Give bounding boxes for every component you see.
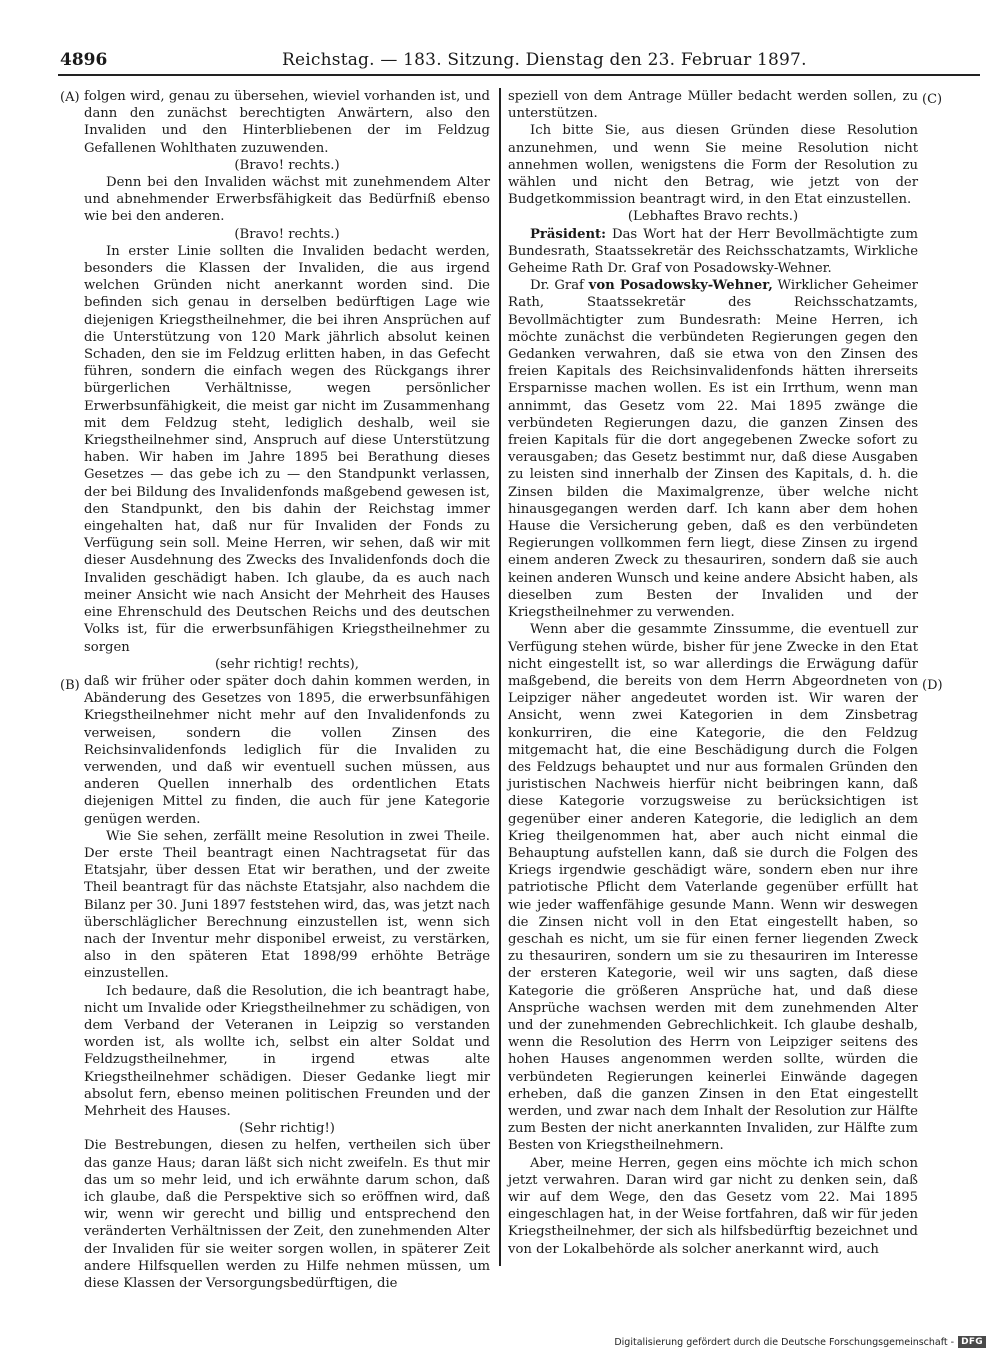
margin-marker-c: (C) — [922, 92, 943, 107]
paragraph: Ich bedaure, daß die Resolution, die ich beantragt habe, nicht um Invalide oder Kriegstheilnehmer zu schädigen, von dem Verband der Veteranen in Leipzig so verstanden worden ist, als wollte ich, selbst ein alter Soldat und Feldzugstheilnehmer, in irgend etwas alte Kriegstheilnehmer schädigen. Dieser Gedanke liegt mir absolut fern, ebenso meinen politischen Freunden und der Mehrheit des Hauses. — [84, 983, 490, 1119]
speech-paragraph — [508, 226, 918, 278]
margin-marker-d: (D) — [922, 678, 943, 693]
interjection: (sehr richtig! rechts), — [215, 656, 359, 672]
left-column — [84, 88, 490, 1292]
page-header — [60, 50, 978, 74]
speaker-title: Dr. Graf — [530, 278, 589, 294]
paragraph: Aber, meine Herren, gegen eins möchte ich mich schon jetzt verwahren. Daran wird gar nicht zu denken sein, daß wir auf dem Wege, den das Gesetz vom 22. Mai 1895 eingeschlagen hat, in der Weise fortfahren, daß wir für jeden Kriegstheilnehmer, der sich als hilfsbedürftig bezeichnet und von der Lokalbehörde als solcher anerkannt wird, auch — [508, 1155, 919, 1257]
paragraph: Wie Sie sehen, zerfällt meine Resolution in zwei Theile. Der erste Theil beantragt einen Nachtragsetat für das Etatsjahr, über dessen Etat wir berathen, und der zweite Theil beantragt für das nächste Etatsjahr, also nachdem die Bilanz per 30. Juni 1897 feststehen wird, das, was jetzt nach überschläglicher Berechnung einzustellen ist, wenn sich nach der Inventur mehr disponibel erweist, zu verstärken, also in den späteren Etat 1898/99 erhöhte Beträge einzustellen. — [84, 828, 490, 982]
header-rule — [58, 74, 980, 76]
paragraph: folgen wird, genau zu übersehen, wieviel vorhanden ist, und dann den zunächst berechtigten Anwärtern, also den Invaliden und den Hinterbliebenen der im Feldzug Gefallenen Wohlthaten zuzuwenden. — [84, 89, 490, 156]
paragraph: daß wir früher oder später doch dahin kommen werden, in Abänderung des Gesetzes von 1895, die erwerbsunfähigen Kriegstheilnehmer nicht mehr auf den Invalidenfonds zu verweisen, sondern die vollen Zinsen des Reichsinvalidenfonds lediglich für die Invaliden zu verwenden, und daß wir eventuell suchen müssen, aus anderen Quellen innerhalb des ordentlichen Etats diejenigen Mittel zu finden, die auch für jene Kategorie genügen werden. — [84, 673, 490, 827]
interjection: (Sehr richtig!) — [239, 1121, 335, 1137]
paragraph: Wenn aber die gesammte Zinssumme, die eventuell zur Verfügung stehen würde, bisher für jene Zwecke in den Etat nicht eingestellt ist, so war allerdings die Erwägung dafür maßgebend, die bereits von dem Herrn Abgeordneten von Leipziger näher angedeutet worden ist. Wir waren der Ansicht, wenn zwei Kategorien in dem Zinsbetrag konkurriren, die eine Kategorie, die den Feldzug mitgemacht hat, die eine Beschädigung durch die Folgen des Feldzugs behauptet und nur aus formalen Gründen den juristischen Nachweis hierfür nicht beibringen kann, daß diese Kategorie vorzugsweise zu berücksichtigen ist gegenüber einer anderen Kategorie, die lediglich an dem Krieg theilgenommen hat, aber auch nicht einmal die Behauptung aufstellen kann, daß sie durch die Folgen des Kriegs irgendwie geschädigt wäre, sondern eben nur ihre patriotische Pflicht dem Vaterlande gegenüber erfüllt hat wie jeder waffenfähige gesunde Mann. Wenn wir deswegen die Zinsen nicht voll in den Etat eingestellt haben, so geschah es nicht, um sie für einen ferner liegenden Zweck zu thesauriren, sondern um sie zu thesauriren im Interesse der ersteren Kategorie, weil wir uns sagten, daß diese Kategorie die größeren Ansprüche hat, und daß diese Ansprüche wachsen werden mit dem zunehmenden Alter und der zunehmenden Gebrechlichkeit. Ich glaube deshalb, wenn die Resolution des Herrn von Leipziger seitens des hohen Hauses angenommen werden sollte, würden die verbündeten Regierungen keinerlei Einwände dagegen erheben, daß die ganzen Zinsen in den Etat eingestellt werden, und zwar nach dem Inhalt der Resolution zur Hälfte zum Besten der nicht anerkannten Invaliden, zur Hälfte zum Besten von Kriegstheilnehmern. — [508, 622, 918, 1154]
paragraph-text: Das Wort hat der Herr Bevollmächtigte zum Bundesrath, Staatssekretär des Reichsschatzamts, Wirkliche Geheime Rath Dr. Graf von Posadowsky-Wehner. — [508, 226, 918, 277]
margin-marker-a: (A) — [60, 90, 80, 105]
interjection: (Bravo! rechts.) — [234, 157, 340, 173]
running-head: Reichstag. — 183. Sitzung. Dienstag den 23. Februar 1897. — [282, 50, 807, 70]
dfg-logo-icon: DFG — [958, 1336, 986, 1348]
margin-marker-b: (B) — [60, 678, 80, 693]
speech-paragraph — [508, 277, 918, 621]
paragraph: In erster Linie sollten die Invaliden bedacht werden, besonders die Klassen der Invaliden, die aus irgend welchen Gründen nicht anerkannt worden sind. Die befinden sich genau in derselben bedürftigen Lage wie diejenigen Kriegstheilnehmer, die bei ihren Ansprüchen auf die Unterstützung von 120 Mark jährlich absolut keinen Schaden, den sie im Feldzug erlitten haben, in das Gefecht führen, sondern die einfach wegen des Rückgangs ihrer bürgerlichen Verhältnisse, wegen persönlicher Erwerbsunfähigkeit, die meist gar nicht im Zusammenhang mit dem Feldzug steht, lediglich deshalb, weil sie Kriegstheilnehmer sind, Anspruch auf diese Unterstützung haben. Wir haben im Jahre 1895 bei Berathung dieses Gesetzes — das gebe ich zu — den Standpunkt verlassen, der bei Bildung des Invalidenfonds maßgebend gewesen ist, den Standpunkt, den bis dahin der Reichstag immer eingehalten hat, daß nur für Invaliden der Fonds zu Verfügung sein soll. Meine Herren, wir sehen, daß wir mit dieser Ausdehnung des Zwecks des Invalidenfonds doch die Invaliden geschädigt haben. Ich glaube, da es auch nach meiner Ansicht wie nach Ansicht der Mehrheit des Hauses eine Ehrenschuld des Deutschen Reichs und des deutschen Volks ist, für die erwerbsunfähigen Kriegstheilnehmer zu sorgen — [84, 243, 490, 655]
footer-credit: Digitalisierung gefördert durch die Deutsche Forschungsgemeinschaft - — [614, 1336, 955, 1348]
speaker-name: von Posadowsky-Wehner, — [588, 278, 773, 294]
paragraph: Die Bestrebungen, diesen zu helfen, vertheilen sich über das ganze Haus; daran läßt sich nicht zweifeln. Es thut mir das um so mehr leid, und ich erwähnte darum schon, daß ich glaube, daß die Perspektive sich so eröffnen wird, daß wir, wenn wir gerecht und billig und entsprechend den veränderten Verhältnissen der Zeit, den zunehmenden Alter der Invaliden für sie weiter sorgen wollen, in späterer Zeit andere Hilfsquellen werden zu Hilfe nehmen müssen, um diese Klassen der Versorgungsbedürftigen, die — [84, 1138, 490, 1292]
paragraph: Ich bitte Sie, aus diesen Gründen diese Resolution anzunehmen, und wenn Sie meine Resolution nicht annehmen wollen, wenigstens die Form der Resolution zu wählen und nicht den Betrag, wie jetzt von der Budgetkommission beantragt wird, in den Etat einzustellen. — [508, 123, 918, 208]
right-column — [508, 88, 918, 1268]
column-divider — [499, 88, 501, 1266]
speaker-label: Präsident: — [530, 226, 607, 242]
paragraph-text: Wirklicher Geheimer Rath, Staatssekretär des Reichsschatzamts, Bevollmächtigter zum Bundesrath: Meine Herren, ich möchte zunächst die verbündeten Regierungen gegen den Gedanken verwahren, daß sie etwa von den Zinsen des freien Kapitals des Reichsinvalidenfonds hätten ihrerseits Ersparnisse machen wollen. Es ist ein Irrthum, wenn man annimmt, das Gesetz vom 22. Mai 1895 zwänge die verbündeten Regierungen dazu, die ganzen Zinsen des freien Kapitals für die dort angegebenen Zwecke sofort zu verausgaben; das Gesetz bestimmt nur, daß diese Ausgaben zu leisten sind innerhalb der Zinsen des Kapitals, d. h. die Zinsen bilden die Maximalgrenze, über welche nicht hinausgegangen werden darf. Ich kann aber dem hohen Hause die Versicherung geben, daß es den verbündeten Regierungen vollkommen fern liegt, diese Zinsen zu irgend einem anderen Zweck zu thesauriren, sondern daß sie auch keinen anderen Wunsch und keine andere Absicht haben, als dieselben zum Besten der Invaliden und der Kriegstheilnehmer zu verwenden. — [508, 278, 918, 621]
paragraph: speziell von dem Antrage Müller bedacht werden sollen, zu unterstützen. — [508, 89, 918, 122]
interjection: (Bravo! rechts.) — [234, 226, 340, 242]
interjection: (Lebhaftes Bravo rechts.) — [627, 209, 799, 225]
page-number: 4896 — [60, 50, 108, 70]
paragraph: Denn bei den Invaliden wächst mit zunehmendem Alter und abnehmender Erwerbsfähigkeit das Bedürfniß ebenso wie bei den anderen. — [84, 175, 490, 225]
page-footer — [614, 1336, 986, 1348]
